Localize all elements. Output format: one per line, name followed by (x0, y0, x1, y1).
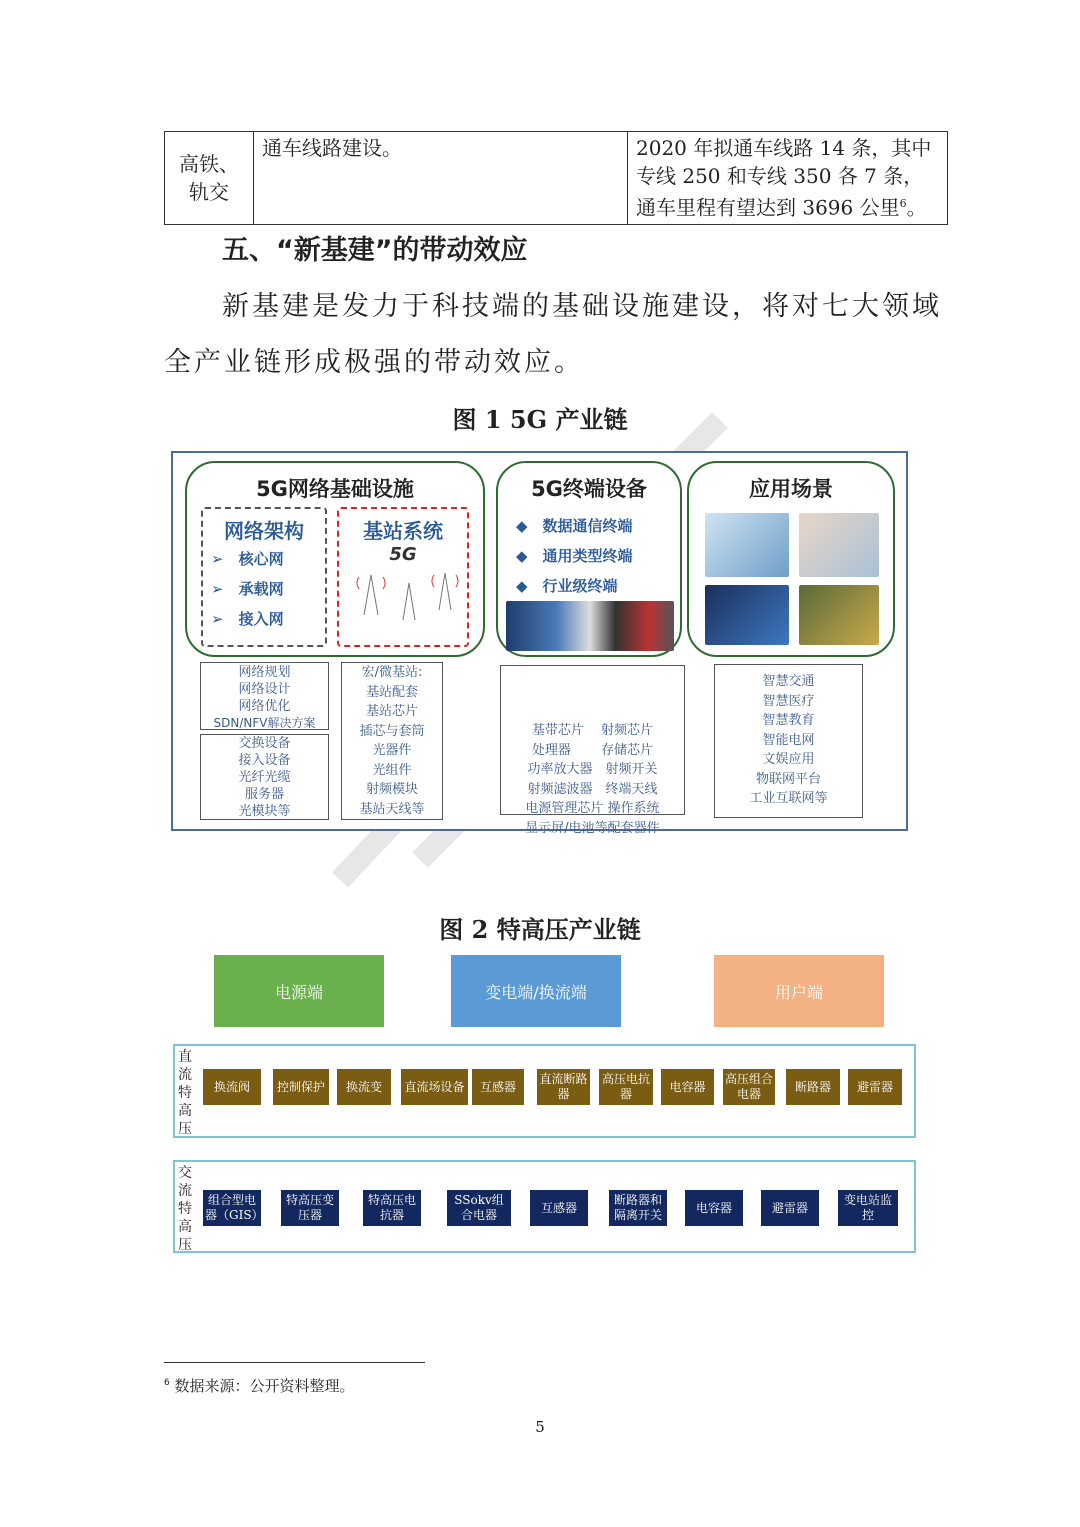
scenario-image-education (799, 513, 879, 577)
sub-title: 基站系统 (363, 519, 443, 543)
paragraph-line1: 新基建是发力于科技端的基础设施建设，将对七大领域 (222, 291, 942, 322)
dc-component-chip: 断路器 (786, 1069, 840, 1105)
user-end-box: 用户端 (714, 955, 884, 1027)
ac-component-chip: 变电站监控 (838, 1190, 898, 1226)
network-equipment-box: 交换设备 接入设备 光纤光缆 服务器 光模块等 (200, 734, 329, 820)
dc-component-chip: 直流断路器 (537, 1069, 590, 1105)
ac-component-chip: 避雷器 (761, 1190, 819, 1226)
dc-component-chip: 换流阀 (203, 1069, 261, 1105)
terminal-devices-image (506, 601, 674, 651)
list-item: ◆ 数据通信终端 (516, 517, 633, 535)
page-number: 5 (535, 1418, 545, 1436)
scenario-image-city (705, 585, 789, 645)
dc-label: 直流特高压 (178, 1049, 192, 1137)
5g-logo: 5G (389, 544, 417, 565)
list-item: ➢ 承载网 (211, 580, 284, 598)
panel-title: 应用场景 (749, 477, 833, 501)
dc-component-chip: 高压组合电器 (723, 1069, 775, 1105)
list-item: ➢ 核心网 (211, 550, 284, 568)
scenario-image-medical (705, 513, 789, 577)
ac-label: 交流特高压 (178, 1165, 192, 1253)
ac-component-chip: 特高压变压器 (281, 1190, 339, 1226)
list-item: ➢ 接入网 (211, 610, 284, 628)
ac-component-chip: 断路器和隔离开关 (609, 1190, 667, 1226)
fig1-caption: 图 1 5G 产业链 (452, 405, 628, 434)
scenario-image-traffic (799, 585, 879, 645)
network-services-box: 网络规划 网络设计 网络优化 SDN/NFV解决方案 (200, 662, 329, 730)
dc-uhv-row (173, 1044, 916, 1138)
ac-component-chip: 电容器 (685, 1190, 743, 1226)
cell-content: 通车线路建设。 (254, 132, 628, 225)
dc-component-chip: 避雷器 (848, 1069, 902, 1105)
sub-title: 网络架构 (224, 519, 304, 543)
ac-component-chip: 组合型电器（GIS） (203, 1190, 261, 1226)
dc-component-chip: 电容器 (661, 1069, 714, 1105)
ac-uhv-row (173, 1160, 916, 1253)
dc-component-chip: 互感器 (472, 1069, 524, 1105)
dc-component-chip: 高压电抗器 (599, 1069, 653, 1105)
cell-plan (628, 132, 948, 225)
plan-text: 2020 年拟通车线路 14 条，其中专线 250 和专线 350 各 7 条，通车里程有望达到 3696 公里 (636, 136, 932, 220)
applications-box: 智慧交通 智慧医疗 智慧教育 智能电网 文娱应用 物联网平台 工业互联网等 (714, 664, 863, 818)
panel-title: 5G网络基础设施 (256, 477, 414, 501)
network-arch (201, 507, 327, 647)
panel-title: 5G终端设备 (531, 477, 647, 501)
dc-component-chip: 换流变 (337, 1069, 391, 1105)
footnote-ref[interactable]: 6 (899, 197, 907, 210)
paragraph-line2: 全产业链形成极强的带动效应。 (164, 347, 584, 378)
dc-component-chip: 直流场设备 (401, 1069, 468, 1105)
plan-end: 。 (906, 195, 927, 220)
dc-component-chip: 控制保护 (273, 1069, 329, 1105)
list-item: ◆ 通用类型终端 (516, 547, 633, 565)
panel-scenarios (687, 461, 895, 657)
panel-terminal (496, 461, 682, 657)
fig2-caption: 图 2 特高压产业链 (439, 915, 641, 944)
substation-box: 变电端/换流端 (451, 955, 621, 1027)
ac-component-chip: 特高压电抗器 (363, 1190, 421, 1226)
figure-5g-chain (171, 451, 908, 836)
section-heading: 五、“新基建”的带动效应 (222, 235, 528, 266)
base-station-system (337, 507, 469, 647)
footnote-divider (164, 1362, 425, 1363)
row-label: 高铁、轨交 (165, 132, 254, 225)
list-item: ◆ 行业级终端 (516, 577, 618, 595)
footnote: $^6$ 数据来源：公开资料整理。 (164, 1377, 355, 1395)
ac-component-chip: SSokv组合电器 (447, 1190, 511, 1226)
terminal-components-box: 基带芯片 射频芯片 处理器 存储芯片 功率放大器 射频开关 射频滤波器 终端天线 电源管理芯片 操作系统 显示屏/电池等配套器件 (500, 665, 685, 815)
ac-component-chip: 互感器 (530, 1190, 588, 1226)
rail-table (164, 131, 948, 225)
tower-icon (339, 565, 467, 625)
power-source-box: 电源端 (214, 955, 384, 1027)
panel-network-infra (185, 461, 485, 657)
base-station-parts-box: 宏/微基站: 基站配套 基站芯片 插芯与套筒 光器件 光组件 射频模块 基站天线等 (341, 662, 443, 820)
